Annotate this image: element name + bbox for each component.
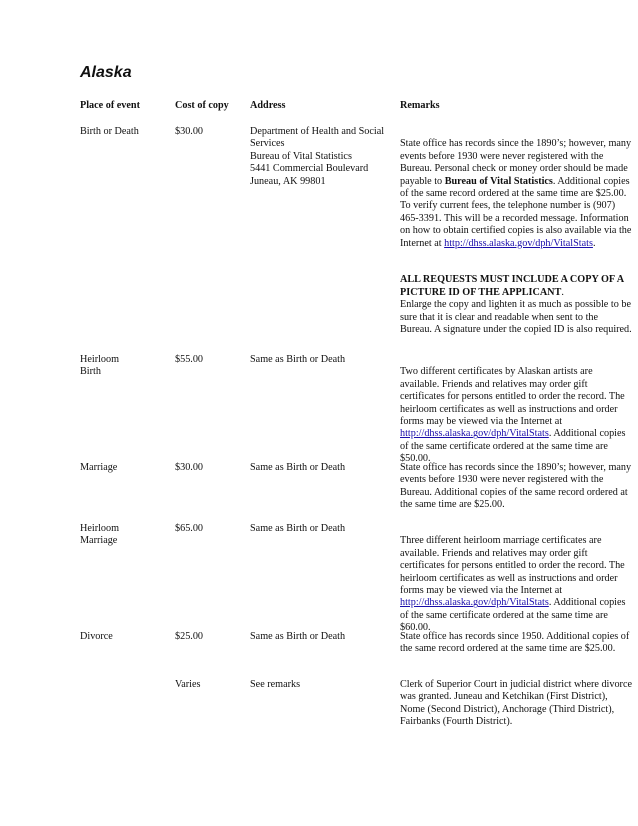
vital-stats-link[interactable]: http://dhss.alaska.gov/dph/VitalStats [444, 237, 593, 249]
remarks-text: State office has records since the 1890’s; however, many events before 1930 were never registered with the Bureau. Personal check or money order should be made payable to [400, 138, 632, 187]
state-title: Alaska [80, 64, 132, 81]
row-cost: $65.00 [175, 523, 204, 534]
row-event: Heirloom Birth [80, 354, 120, 378]
remarks-text: . Additional copies of the same record ordered at the same time are $25.00. To verify current fees, the telephone number is (907) 465-3391. This will be a recorded message. Information on how to obtain certified copies is also available via the Internet at [400, 175, 632, 249]
row-cost: $30.00 [175, 126, 204, 137]
row-event: Marriage [80, 462, 118, 473]
row-remarks: State office has records since 1950. Additional copies of the same record ordered at the same time are $25.00. [400, 631, 630, 655]
header-place-of-event: Place of event [80, 100, 140, 111]
row-cost: $55.00 [175, 354, 204, 365]
vital-stats-link[interactable]: http://dhss.alaska.gov/dph/VitalStats [400, 597, 549, 609]
header-cost-of-copy: Cost of copy [175, 100, 229, 111]
row-cost: $25.00 [175, 631, 204, 642]
row-cost: Varies [175, 679, 201, 690]
row-address: See remarks [250, 679, 301, 690]
row-address: Same as Birth or Death [250, 523, 346, 534]
row-remarks [400, 354, 632, 478]
remarks-text: Three different heirloom marriage certificates are available. Friends and relatives may order gift certificates for persons entitled to order the record. The heirloom certificates as well as instructions and order forms may be viewed via the Internet at [400, 535, 625, 597]
row-cost: $30.00 [175, 462, 204, 473]
header-address: Address [250, 100, 286, 111]
picture-id-notice: ALL REQUESTS MUST INCLUDE A COPY OF A PICTURE ID OF THE APPLICANT [400, 274, 624, 298]
row-event: Heirloom Marriage [80, 523, 120, 547]
remarks-text: Two different certificates by Alaskan artists are available. Friends and relatives may order gift certificates for persons entitled to order the record. The heirloom certificates as well as instructions and order forms may be viewed via the Internet at [400, 366, 625, 428]
row-remarks: Clerk of Superior Court in judicial district where divorce was granted. Juneau and Ketchikan (First District), Nome (Second District), Anchorage (Third District), Fairbanks (Fourth District). [400, 679, 632, 728]
row-remarks [400, 523, 632, 647]
header-remarks: Remarks [400, 100, 440, 111]
row-remarks [400, 126, 632, 349]
vital-stats-link[interactable]: http://dhss.alaska.gov/dph/VitalStats [400, 428, 549, 440]
row-address: Same as Birth or Death [250, 354, 346, 365]
remarks-text: . [592, 237, 596, 249]
remarks-text: . Additional copies of the same certificate ordered at the same time are $60.00. [400, 597, 626, 634]
row-address: Same as Birth or Death [250, 462, 346, 473]
row-event: Divorce [80, 631, 113, 642]
row-event: Birth or Death [80, 126, 139, 137]
row-remarks: State office has records since the 1890’s; however, many events before 1930 were never registered with the Bureau. Additional copies of the same record ordered at the same time are $25.00. [400, 462, 632, 511]
payee-name: Bureau of Vital Statistics [444, 175, 553, 187]
remarks-text: . Enlarge the copy and lighten it as much as possible to be sure that it is clear and readable when sent to the Bureau. A signature under the copied ID is also required. [400, 286, 632, 336]
row-address: Same as Birth or Death [250, 631, 346, 642]
remarks-text: . Additional copies of the same certificate ordered at the same time are $50.00. [400, 428, 626, 465]
row-address: Department of Health and Social Services Bureau of Vital Statistics 5441 Commercial Boulevard Juneau, AK 99801 [250, 126, 385, 187]
